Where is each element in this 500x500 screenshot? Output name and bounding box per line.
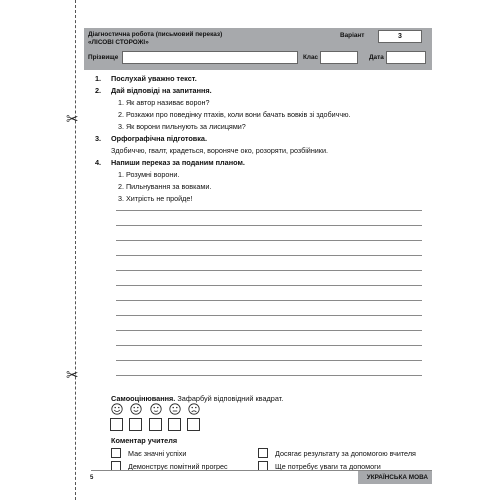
writing-line: [116, 360, 422, 361]
task-number: 3.: [95, 134, 102, 143]
self-eval-title: Самооцінювання.: [111, 394, 176, 403]
variant-label: Варіант: [340, 32, 365, 39]
writing-line: [116, 345, 422, 346]
question-item: 2. Розкажи про поведінку птахів, коли вони бачать вовків зі здобиччю.: [118, 110, 351, 119]
task-number: 4.: [95, 158, 102, 167]
smiling-face-icon: [150, 403, 162, 415]
work-type: Діагностична робота (письмовий переказ): [88, 31, 223, 38]
task-title: Орфографічна підготовка.: [111, 134, 208, 143]
self-eval-square[interactable]: [149, 418, 162, 431]
plan-item: 2. Пильнування за вовками.: [118, 182, 212, 191]
task-title: Послухай уважно текст.: [111, 74, 197, 83]
plan-item: 3. Хитрість не пройде!: [118, 194, 193, 203]
variant-value: 3: [378, 30, 422, 43]
date-label: Дата: [369, 54, 384, 61]
question-item: 1. Як автор називає ворон?: [118, 98, 210, 107]
writing-line: [116, 375, 422, 376]
writing-line: [116, 210, 422, 211]
task-number: 1.: [95, 74, 102, 83]
header-block: [84, 28, 432, 70]
self-eval-square[interactable]: [168, 418, 181, 431]
comment-option-label: Досягає результату за допомогою вчителя: [275, 449, 416, 458]
spelling-words: Здобиччю, гвалт, крадеться, вороняче око, розоряти, розбійники.: [111, 146, 328, 155]
task-number: 2.: [95, 86, 102, 95]
happy-face-icon: [130, 403, 142, 415]
comment-checkbox[interactable]: [258, 448, 268, 458]
class-field[interactable]: [320, 51, 358, 64]
page-number: 5: [90, 475, 94, 481]
sad-face-icon: [188, 403, 200, 415]
writing-line: [116, 285, 422, 286]
writing-line: [116, 225, 422, 226]
task-title: Дай відповіді на запитання.: [111, 86, 212, 95]
self-eval-square[interactable]: [110, 418, 123, 431]
writing-line: [116, 330, 422, 331]
comment-checkbox[interactable]: [111, 448, 121, 458]
comment-option-label: Ще потребує уваги та допомоги: [275, 462, 381, 471]
class-label: Клас: [303, 54, 319, 61]
comment-option-label: Має значні успіхи: [128, 449, 187, 458]
question-item: 3. Як ворони пильнують за лисицями?: [118, 122, 246, 131]
task-title: Напиши переказ за поданим планом.: [111, 158, 245, 167]
self-eval-square[interactable]: [187, 418, 200, 431]
plan-item: 1. Розумні ворони.: [118, 170, 180, 179]
self-eval-heading: [111, 394, 283, 403]
neutral-face-icon: [169, 403, 181, 415]
very-happy-face-icon: [111, 403, 123, 415]
writing-line: [116, 240, 422, 241]
teacher-comment-title: Коментар учителя: [111, 436, 178, 445]
text-title: «ЛІСОВІ СТОРОЖІ»: [88, 39, 149, 46]
writing-line: [116, 270, 422, 271]
self-eval-square[interactable]: [129, 418, 142, 431]
cut-line: [75, 0, 76, 500]
surname-label: Прізвище: [88, 54, 119, 61]
subject-label: УКРАЇНСЬКА МОВА: [358, 471, 432, 484]
scissors-icon: ✂: [66, 367, 79, 384]
writing-line: [116, 255, 422, 256]
writing-line: [116, 300, 422, 301]
self-eval-instruction: Зафарбуй відповідний квадрат.: [177, 394, 284, 403]
surname-field[interactable]: [122, 51, 298, 64]
comment-option-label: Демонструє помітний прогрес: [128, 462, 228, 471]
scissors-icon: ✂: [66, 111, 79, 128]
writing-line: [116, 315, 422, 316]
date-field[interactable]: [386, 51, 426, 64]
work-title: [88, 31, 222, 47]
